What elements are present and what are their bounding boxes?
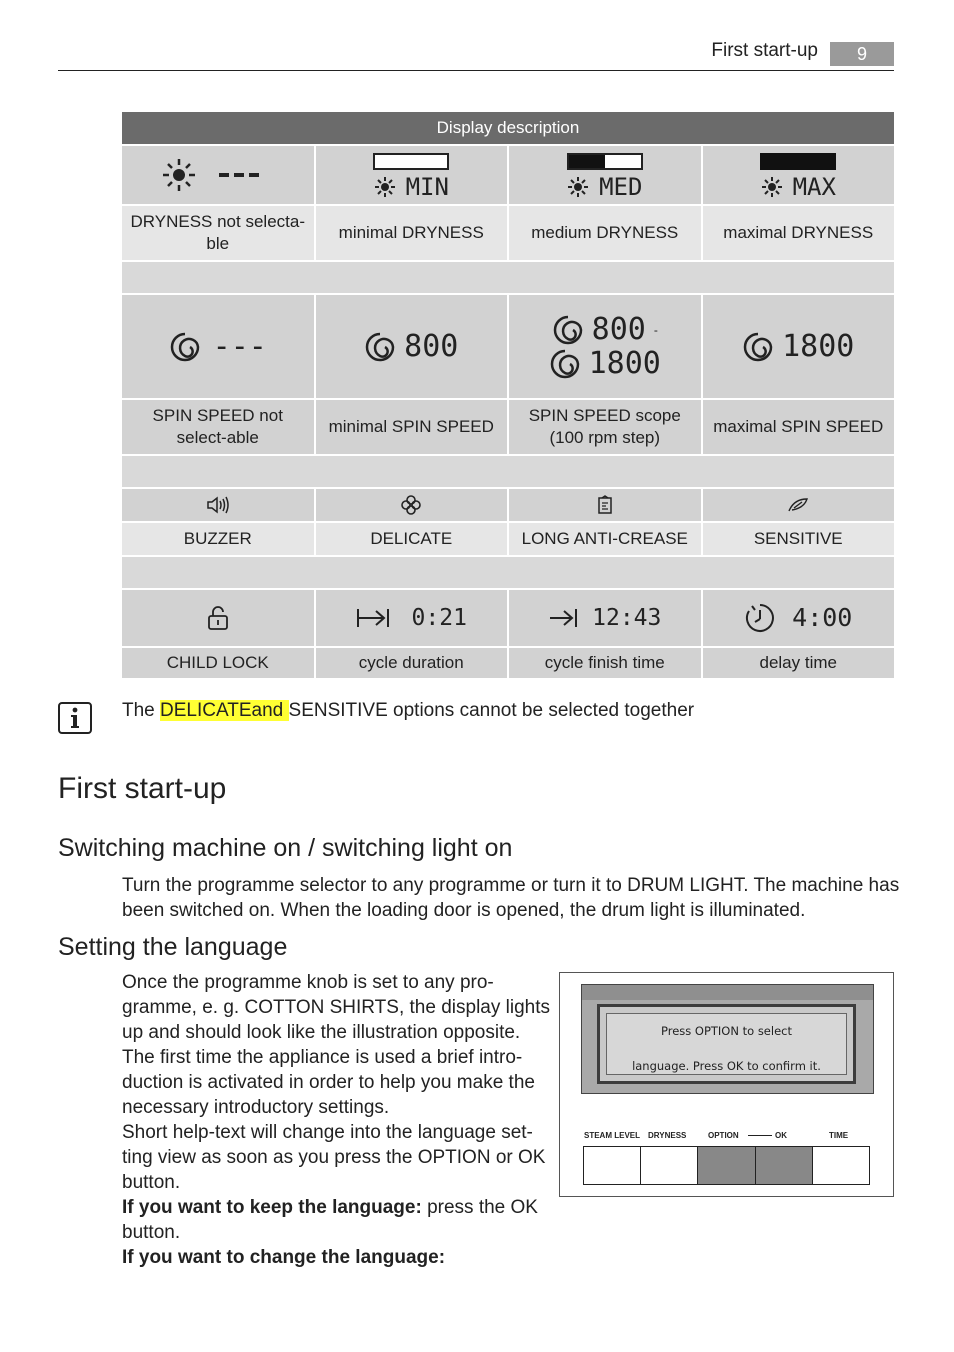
buzzer-icon	[206, 495, 230, 515]
paragraph: Once the programme knob is set to any pro-gramme, e. g. COTTON SHIRTS, the display lights up and should look like the illustration opposite. The first time the appliance is used a brief intro-duction is activated in order to help you make the necessary introductory settings.	[122, 972, 550, 1118]
option-label: SENSITIVE	[703, 523, 895, 555]
option-ok-connector	[748, 1135, 772, 1136]
change-bold: If you want to change the language:	[122, 1247, 446, 1268]
section-heading-switching: Switching machine on / switching light on	[58, 834, 513, 862]
note-after: SENSITIVE options cannot be selected together	[288, 700, 695, 721]
header-rule	[58, 70, 894, 71]
page-number: 9	[830, 42, 894, 66]
running-header-title: First start-up	[711, 40, 818, 61]
dryness-label: maximal DRYNESS	[703, 206, 895, 260]
range-dash: -	[653, 322, 658, 337]
section-heading-language: Setting the language	[58, 933, 288, 961]
spin-icon	[742, 331, 774, 363]
dryness-button[interactable]	[641, 1147, 698, 1184]
btn-label-time: TIME	[829, 1131, 849, 1140]
spin-icon	[364, 331, 396, 363]
keep-bold: If you want to keep the language:	[122, 1197, 422, 1218]
dryness-level-bar	[373, 153, 449, 170]
options-icon-row	[122, 489, 894, 521]
option-label: LONG ANTI-CREASE	[509, 523, 701, 555]
paragraph-keep	[122, 1195, 552, 1245]
cycle-duration-icon	[356, 607, 390, 629]
table-title: Display description	[122, 112, 894, 144]
spin-icon-row	[122, 295, 894, 398]
cycle-duration-cell	[316, 590, 508, 646]
sensitive-cell	[703, 489, 895, 521]
delicate-cell	[316, 489, 508, 521]
display-message-area	[606, 1013, 847, 1075]
display-line-1: Press OPTION to select	[660, 1024, 792, 1038]
cycle-finish-value: 12:43	[592, 605, 662, 631]
dryness-label: medium DRYNESS	[509, 206, 701, 260]
option-label: DELICATE	[316, 523, 508, 555]
spin-lcd-min: 800	[404, 328, 459, 364]
display-message-frame	[597, 1004, 856, 1084]
section-text-language	[122, 970, 552, 1270]
delay-time-cell	[703, 590, 895, 646]
steam-level-button[interactable]	[584, 1147, 641, 1184]
time-label: cycle duration	[316, 648, 508, 678]
btn-label-ok: OK	[775, 1131, 787, 1140]
button-strip	[583, 1146, 870, 1185]
dryness-level-bar	[760, 153, 836, 170]
time-label-row	[122, 648, 894, 678]
dryness-min-cell	[316, 146, 508, 204]
spin-label: minimal SPIN SPEED	[316, 400, 508, 454]
long-anti-crease-cell	[509, 489, 701, 521]
display-line-2: language. Press OK to confirm it.	[632, 1059, 821, 1073]
child-lock-cell	[122, 590, 314, 646]
spin-scope-cell	[509, 295, 701, 398]
cycle-finish-cell	[509, 590, 701, 646]
spin-max-cell	[703, 295, 895, 398]
dryness-max-cell	[703, 146, 895, 204]
sun-icon	[761, 176, 783, 198]
cycle-duration-value: 0:21	[411, 605, 467, 631]
spin-lcd-scope-high: 1800	[588, 345, 661, 381]
dryness-lcd-max: MAX	[792, 172, 836, 201]
spin-icon	[169, 331, 201, 363]
note-highlight: DELICATEand	[160, 700, 289, 721]
delicate-icon	[400, 494, 422, 516]
dryness-label: DRYNESS not selecta-ble	[122, 206, 314, 260]
dryness-med-cell	[509, 146, 701, 204]
display-illustration	[559, 972, 894, 1197]
table-spacer	[122, 557, 894, 588]
time-label: CHILD LOCK	[122, 648, 314, 678]
spin-lcd-none: ---	[212, 328, 267, 364]
keep-rest: press the OK button.	[122, 1197, 538, 1243]
note-before: The	[122, 700, 161, 721]
table-spacer	[122, 456, 894, 487]
table-spacer	[122, 262, 894, 293]
btn-label-option: OPTION	[708, 1131, 739, 1140]
options-label-row	[122, 523, 894, 555]
time-label: delay time	[703, 648, 895, 678]
spin-cell	[122, 295, 314, 398]
delay-clock-icon	[744, 602, 776, 634]
paragraph: Short help-text will change into the language set-ting view as soon as you press the OPTION or OK button.	[122, 1122, 546, 1193]
delay-time-value: 4:00	[792, 603, 853, 632]
dryness-cell	[122, 146, 314, 204]
spin-label: SPIN SPEED not select-able	[122, 400, 314, 454]
spin-label: maximal SPIN SPEED	[703, 400, 895, 454]
dryness-lcd-med: MED	[599, 172, 643, 201]
sensitive-icon	[786, 496, 810, 514]
display-screen-topbar	[582, 985, 873, 1000]
child-lock-icon	[207, 605, 229, 631]
display-screen	[581, 984, 874, 1094]
display-description-table	[122, 112, 894, 678]
ok-button[interactable]	[756, 1147, 813, 1184]
spin-lcd-max: 1800	[782, 328, 855, 364]
long-anti-crease-icon	[596, 495, 614, 515]
option-label: BUZZER	[122, 523, 314, 555]
btn-label-dryness: DRYNESS	[648, 1131, 687, 1140]
time-button[interactable]	[813, 1147, 869, 1184]
paragraph-change	[122, 1245, 552, 1270]
page-title: First start-up	[58, 772, 227, 805]
info-icon	[58, 702, 92, 734]
spin-lcd-scope-low: 800	[591, 311, 646, 347]
btn-label-steam: STEAM LEVEL	[584, 1131, 641, 1140]
buzzer-cell	[122, 489, 314, 521]
section-text-switching: Turn the programme selector to any programme or turn it to DRUM LIGHT. The machine has been switched on. When the loading door is opened, the drum light is illuminated.	[122, 875, 900, 921]
dryness-level-bar	[567, 153, 643, 170]
time-icon-row	[122, 590, 894, 646]
dryness-lcd-min: MIN	[405, 172, 449, 201]
cycle-finish-icon	[548, 607, 578, 629]
sun-icon	[567, 176, 589, 198]
time-label: cycle finish time	[509, 648, 701, 678]
note-text	[122, 700, 694, 722]
sun-icon	[374, 176, 396, 198]
dryness-icon-row	[122, 146, 894, 204]
spin-icon	[549, 348, 581, 380]
sun-icon	[163, 155, 273, 195]
spin-label: SPIN SPEED scope (100 rpm step)	[509, 400, 701, 454]
dryness-label: minimal DRYNESS	[316, 206, 508, 260]
dryness-label-row	[122, 206, 894, 260]
spin-icon	[552, 314, 584, 346]
spin-label-row	[122, 400, 894, 454]
spin-min-cell	[316, 295, 508, 398]
option-button[interactable]	[698, 1147, 755, 1184]
